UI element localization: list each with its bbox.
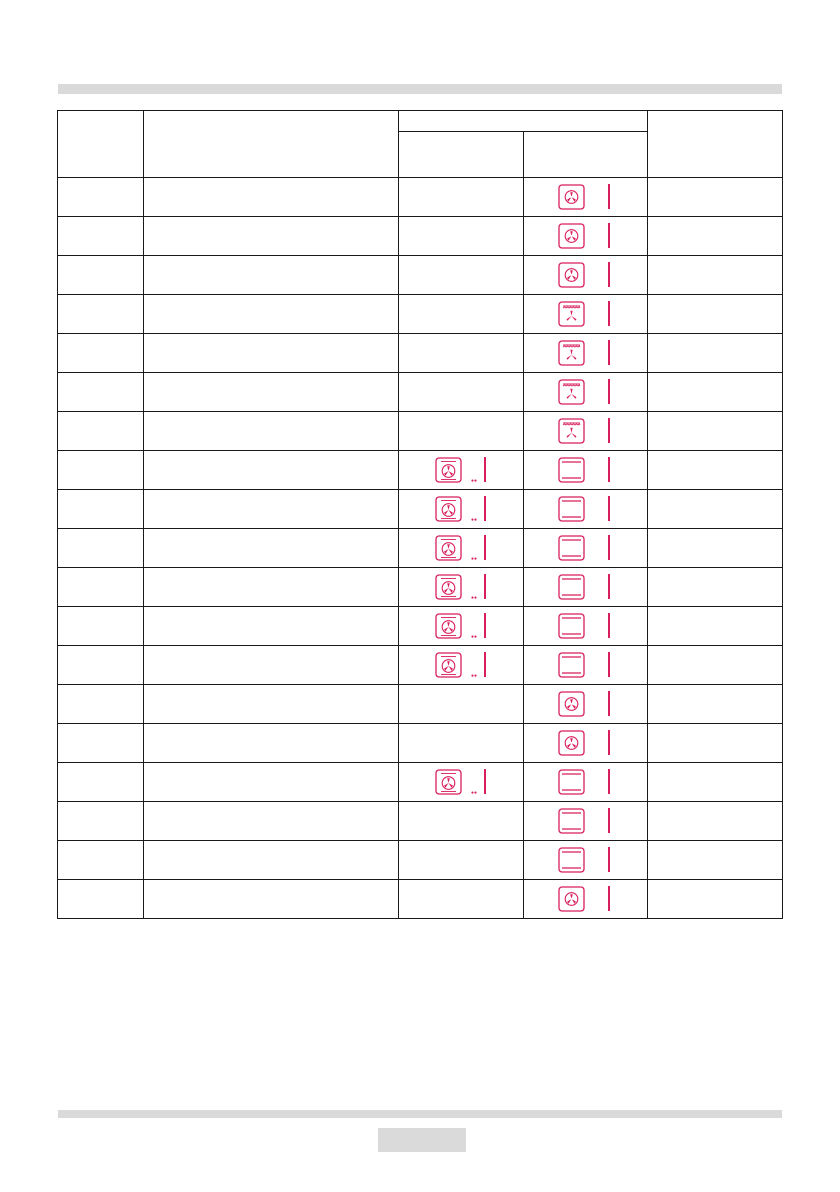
description-cell <box>144 412 399 451</box>
function-b-cell <box>524 724 648 763</box>
red-marker-line <box>608 262 610 287</box>
time-cell <box>648 334 783 373</box>
red-marker-line <box>608 418 610 443</box>
food-cell <box>58 568 144 607</box>
table-row <box>58 724 783 763</box>
fan-grill-icon <box>558 379 585 405</box>
table-row <box>58 178 783 217</box>
fan-grill-icon <box>558 418 585 444</box>
food-cell <box>58 841 144 880</box>
food-cell <box>58 295 144 334</box>
function-b-cell <box>524 412 648 451</box>
turbo-fan-icon <box>435 574 462 600</box>
time-cell <box>648 568 783 607</box>
food-cell <box>58 529 144 568</box>
function-a-cell <box>399 373 524 412</box>
red-marker-line <box>608 847 610 872</box>
red-marker-line <box>608 535 610 560</box>
table-row <box>58 841 783 880</box>
red-marker-line <box>608 730 610 755</box>
header-cell-function-group <box>399 111 648 132</box>
function-a-cell <box>399 685 524 724</box>
description-cell <box>144 841 399 880</box>
description-cell <box>144 529 399 568</box>
description-cell <box>144 334 399 373</box>
function-b-cell <box>524 841 648 880</box>
top-bottom-heat-icon <box>558 613 585 639</box>
function-b-cell <box>524 802 648 841</box>
header-bar <box>58 84 782 94</box>
top-bottom-heat-icon <box>558 535 585 561</box>
fan-speed-mark: ●● <box>471 790 478 796</box>
table-row <box>58 802 783 841</box>
time-cell <box>648 490 783 529</box>
red-marker-line <box>608 652 610 677</box>
red-marker-line <box>608 457 610 482</box>
function-a-cell <box>399 256 524 295</box>
function-b-cell <box>524 451 648 490</box>
function-a-cell <box>399 529 524 568</box>
function-a-cell <box>399 646 524 685</box>
header-cell-time <box>648 111 783 178</box>
red-marker-line <box>608 496 610 521</box>
fan-speed-mark: ●● <box>471 556 478 562</box>
function-b-cell <box>524 178 648 217</box>
time-cell <box>648 802 783 841</box>
function-b-cell <box>524 880 648 919</box>
time-cell <box>648 724 783 763</box>
description-cell <box>144 178 399 217</box>
description-cell <box>144 685 399 724</box>
red-marker-line <box>608 769 610 794</box>
fan-speed-mark: ●● <box>471 634 478 640</box>
function-b-cell <box>524 685 648 724</box>
function-a-cell <box>399 724 524 763</box>
food-cell <box>58 763 144 802</box>
fan-speed-mark: ●● <box>471 673 478 679</box>
fan-grill-icon <box>558 301 585 327</box>
cooking-table <box>57 110 783 919</box>
turbo-fan-icon <box>435 457 462 483</box>
function-a-cell <box>399 451 524 490</box>
time-cell <box>648 529 783 568</box>
food-cell <box>58 178 144 217</box>
function-a-cell <box>399 568 524 607</box>
description-cell <box>144 373 399 412</box>
top-bottom-heat-icon <box>558 574 585 600</box>
turbo-fan-icon <box>435 496 462 522</box>
description-cell <box>144 568 399 607</box>
description-cell <box>144 880 399 919</box>
food-cell <box>58 802 144 841</box>
table-row <box>58 529 783 568</box>
red-marker-line <box>608 379 610 404</box>
fan-speed-mark: ●● <box>471 595 478 601</box>
function-b-cell <box>524 217 648 256</box>
description-cell <box>144 256 399 295</box>
description-cell <box>144 763 399 802</box>
function-a-cell <box>399 841 524 880</box>
time-cell <box>648 295 783 334</box>
footer-bar <box>58 1110 782 1118</box>
food-cell <box>58 334 144 373</box>
header-cell-function-a <box>399 132 524 178</box>
turbo-fan-icon <box>435 535 462 561</box>
description-cell <box>144 802 399 841</box>
food-cell <box>58 217 144 256</box>
function-a-cell <box>399 412 524 451</box>
top-bottom-heat-icon <box>558 808 585 834</box>
header-cell-description <box>144 111 399 178</box>
fan-speed-mark: ●● <box>471 478 478 484</box>
description-cell <box>144 646 399 685</box>
table-row <box>58 646 783 685</box>
table-row <box>58 334 783 373</box>
table-row <box>58 217 783 256</box>
time-cell <box>648 256 783 295</box>
function-b-cell <box>524 373 648 412</box>
fan-icon <box>558 886 585 912</box>
table-row <box>58 490 783 529</box>
red-marker-line <box>484 652 486 677</box>
fan-speed-mark: ●● <box>471 517 478 523</box>
time-cell <box>648 607 783 646</box>
function-b-cell <box>524 763 648 802</box>
time-cell <box>648 451 783 490</box>
description-cell <box>144 490 399 529</box>
description-cell <box>144 451 399 490</box>
top-bottom-heat-icon <box>558 457 585 483</box>
function-a-cell <box>399 490 524 529</box>
food-cell <box>58 646 144 685</box>
table-row <box>58 763 783 802</box>
function-b-cell <box>524 646 648 685</box>
function-b-cell <box>524 295 648 334</box>
food-cell <box>58 724 144 763</box>
fan-icon <box>558 730 585 756</box>
header-cell-function-b <box>524 132 648 178</box>
food-cell <box>58 685 144 724</box>
time-cell <box>648 841 783 880</box>
function-b-cell <box>524 607 648 646</box>
description-cell <box>144 295 399 334</box>
fan-icon <box>558 691 585 717</box>
description-cell <box>144 217 399 256</box>
red-marker-line <box>608 184 610 209</box>
function-b-cell <box>524 490 648 529</box>
table-row <box>58 412 783 451</box>
header-cell-food <box>58 111 144 178</box>
turbo-fan-icon <box>435 769 462 795</box>
food-cell <box>58 607 144 646</box>
function-b-cell <box>524 334 648 373</box>
time-cell <box>648 217 783 256</box>
red-marker-line <box>608 301 610 326</box>
function-a-cell <box>399 295 524 334</box>
function-a-cell <box>399 178 524 217</box>
function-b-cell <box>524 529 648 568</box>
turbo-fan-icon <box>435 613 462 639</box>
red-marker-line <box>608 613 610 638</box>
food-cell <box>58 412 144 451</box>
top-bottom-heat-icon <box>558 847 585 873</box>
red-marker-line <box>484 769 486 794</box>
fan-icon <box>558 223 585 249</box>
red-marker-line <box>608 808 610 833</box>
red-marker-line <box>484 613 486 638</box>
time-cell <box>648 685 783 724</box>
fan-grill-icon <box>558 340 585 366</box>
red-marker-line <box>608 223 610 248</box>
time-cell <box>648 646 783 685</box>
turbo-fan-icon <box>435 652 462 678</box>
fan-icon <box>558 184 585 210</box>
time-cell <box>648 373 783 412</box>
table-row <box>58 295 783 334</box>
food-cell <box>58 451 144 490</box>
function-a-cell <box>399 802 524 841</box>
table-row <box>58 607 783 646</box>
food-cell <box>58 490 144 529</box>
food-cell <box>58 256 144 295</box>
table-row <box>58 373 783 412</box>
function-a-cell <box>399 607 524 646</box>
food-cell <box>58 373 144 412</box>
time-cell <box>648 412 783 451</box>
table-row <box>58 256 783 295</box>
time-cell <box>648 880 783 919</box>
red-marker-line <box>608 691 610 716</box>
function-a-cell <box>399 880 524 919</box>
red-marker-line <box>484 535 486 560</box>
red-marker-line <box>608 886 610 911</box>
time-cell <box>648 178 783 217</box>
page-number-tab <box>378 1128 466 1152</box>
top-bottom-heat-icon <box>558 652 585 678</box>
function-a-cell <box>399 217 524 256</box>
red-marker-line <box>608 574 610 599</box>
description-cell <box>144 724 399 763</box>
table-row <box>58 880 783 919</box>
red-marker-line <box>484 496 486 521</box>
top-bottom-heat-icon <box>558 496 585 522</box>
function-b-cell <box>524 568 648 607</box>
table-row <box>58 685 783 724</box>
red-marker-line <box>484 574 486 599</box>
function-a-cell <box>399 334 524 373</box>
time-cell <box>648 763 783 802</box>
red-marker-line <box>484 457 486 482</box>
table-row <box>58 451 783 490</box>
food-cell <box>58 880 144 919</box>
red-marker-line <box>608 340 610 365</box>
top-bottom-heat-icon <box>558 769 585 795</box>
table-row <box>58 568 783 607</box>
fan-icon <box>558 262 585 288</box>
description-cell <box>144 607 399 646</box>
function-a-cell <box>399 763 524 802</box>
function-b-cell <box>524 256 648 295</box>
